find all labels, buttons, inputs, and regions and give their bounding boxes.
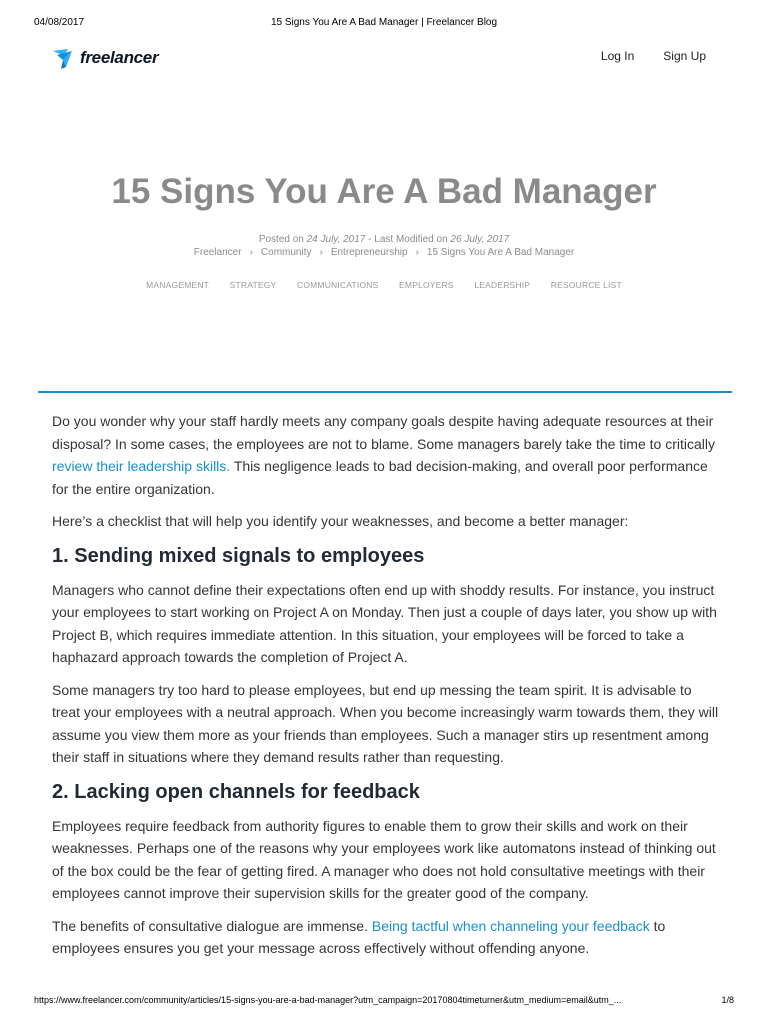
freelancer-bird-icon [52, 45, 78, 71]
print-header [0, 17, 768, 31]
section-2-heading: 2. Lacking open channels for feedback [52, 780, 420, 803]
section-1-heading: 1. Sending mixed signals to employees [52, 544, 425, 567]
section-2-text-start: The benefits of consultative dialogue are immense. [52, 917, 372, 934]
modified-date: 26 July, 2017 [450, 234, 510, 245]
tactful-feedback-link[interactable]: Being tactful when channeling your feedback [371, 917, 650, 934]
breadcrumb-separator: › [415, 247, 419, 258]
signup-link[interactable]: Sign Up [663, 49, 706, 63]
print-doc-title: 15 Signs You Are A Bad Manager | Freelancer Blog [270, 17, 498, 28]
breadcrumb-item-entrepreneurship[interactable]: Entrepreneurship [330, 247, 408, 258]
posted-prefix: Posted on [258, 234, 307, 245]
tag-leadership[interactable]: LEADERSHIP [474, 280, 531, 290]
section-1-paragraph-2: Some managers try too hard to please employees, but end up messing the team spirit. It is advisable to treat your employees with a neutral approach. When you become increasingly warm towards them, they will assume you view them more as your friends than employees. Such a manager stirs up resentment among their staff in situations where they demand results rather than requesting. [52, 681, 719, 765]
freelancer-logo[interactable] [52, 44, 158, 72]
intro-text-start: Do you wonder why your staff hardly meets any company goals despite having adequate resources at their disposal? In some cases, the employees are not to blame. Some managers barely take the time to critically [52, 413, 715, 452]
section-2-paragraph-1: Employees require feedback from authority figures to enable them to grow their skills and work on their weaknesses. Perhaps one of the reasons why your employees work like automatons instead of thinking out of the box could be the fear of getting fired. A manager who does not hold consultative meetings with their employees cannot improve their supervision skills for the greater good of the company. [52, 817, 716, 901]
content-divider [38, 391, 732, 393]
checklist-intro: Here’s a checklist that will help you identify your weaknesses, and become a better manager: [52, 513, 629, 529]
breadcrumb-item-community[interactable]: Community [260, 247, 312, 258]
tag-strategy[interactable]: STRATEGY [229, 280, 277, 290]
posted-date: 24 July, 2017 [306, 234, 366, 245]
print-footer [0, 995, 768, 1007]
section-2-paragraph-2 [52, 915, 722, 960]
modified-prefix: - Last Modified on [365, 234, 451, 245]
tag-management[interactable]: MANAGEMENT [146, 280, 210, 290]
tag-communications[interactable]: COMMUNICATIONS [296, 280, 379, 290]
article-body [52, 410, 722, 970]
tag-list [0, 280, 768, 290]
tag-employers[interactable]: EMPLOYERS [399, 280, 454, 290]
top-nav [601, 49, 706, 63]
logo-wordmark: freelancer [80, 48, 159, 67]
intro-text-end: This negligence leads to bad decision-making, and overall poor performance for the entire organization. [52, 458, 708, 497]
section-1-paragraph-1: Managers who cannot define their expectations often end up with shoddy results. For instance, you instruct your employees to start working on Project A on Monday. Then just a couple of days later, you show up with Project B, which requires immediate attention. In this situation, your employees will be forced to take a haphazard approach towards the completion of Project A. [52, 581, 717, 665]
leadership-skills-link[interactable]: review their leadership skills. [52, 458, 231, 474]
print-url: https://www.freelancer.com/community/articles/15-signs-you-are-a-bad-manager?utm_campaign=20170804timeturner&utm_medium=email&utm_... [34, 995, 622, 1005]
login-link[interactable]: Log In [600, 49, 635, 63]
breadcrumb-item-freelancer[interactable]: Freelancer [193, 247, 242, 258]
section-2-text-end: to employees ensures you get your message across effectively without offending anyone. [52, 917, 666, 956]
print-date: 04/08/2017 [34, 17, 85, 28]
article-title: 15 Signs You Are A Bad Manager [111, 172, 657, 211]
breadcrumb-separator: › [249, 247, 253, 258]
print-page-number: 1/8 [721, 995, 734, 1005]
tag-resource-list[interactable]: RESOURCE LIST [550, 280, 622, 290]
article-meta [0, 234, 768, 245]
breadcrumb-separator: › [319, 247, 323, 258]
intro-paragraph [52, 410, 722, 500]
breadcrumb-item-current: 15 Signs You Are A Bad Manager [426, 247, 575, 258]
breadcrumb [0, 247, 768, 258]
